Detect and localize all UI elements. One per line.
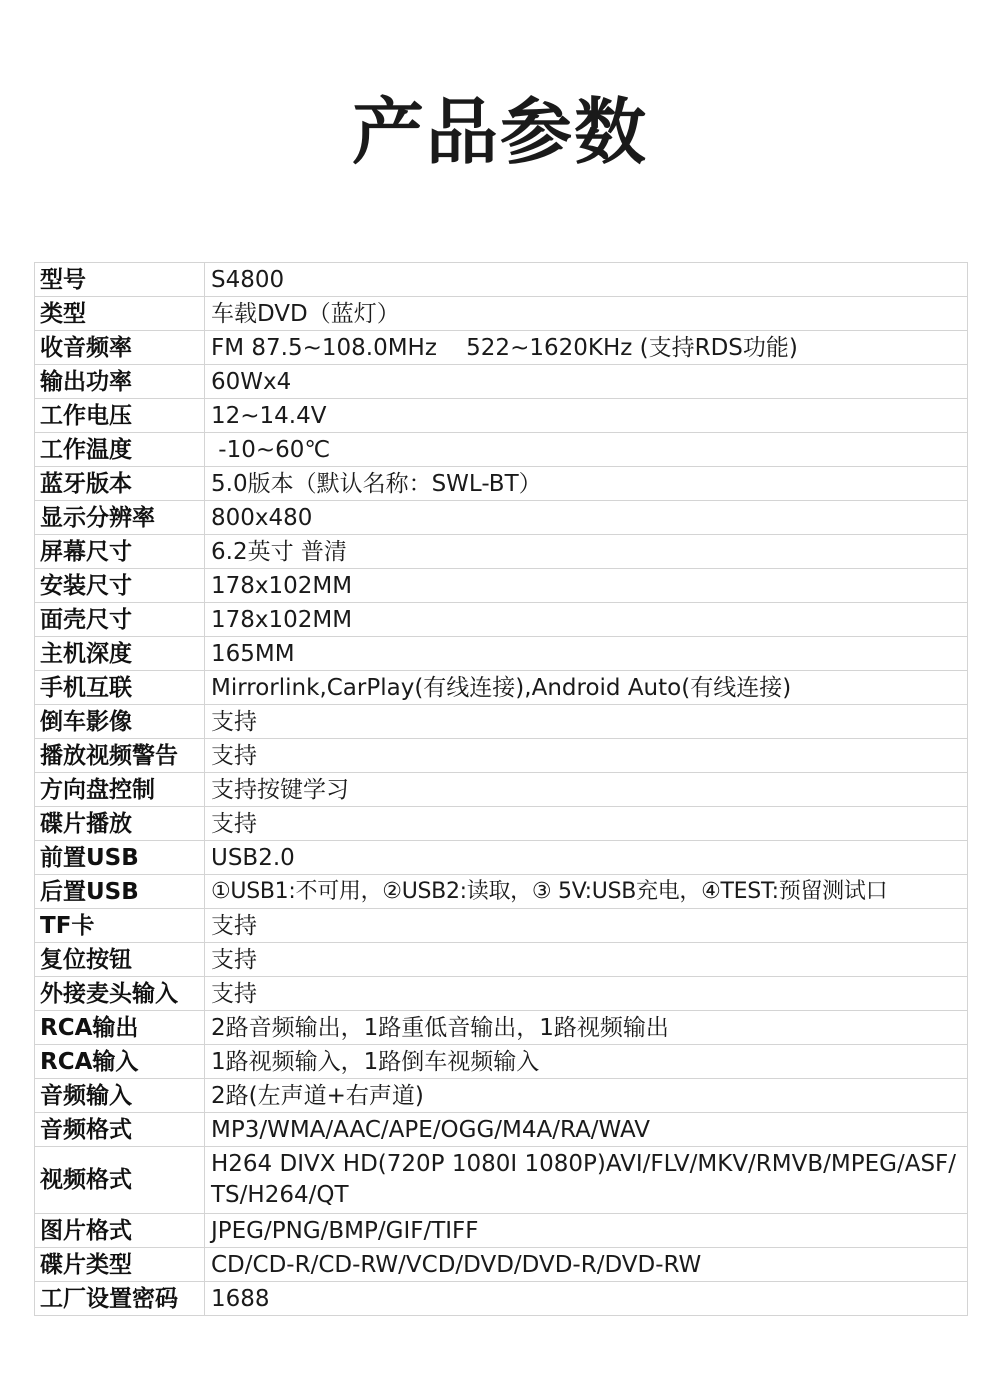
spec-value: 支持 xyxy=(205,807,968,841)
table-row xyxy=(35,773,968,807)
spec-label: 工作温度 xyxy=(35,433,205,467)
table-row xyxy=(35,1045,968,1079)
table-row xyxy=(35,569,968,603)
table-row xyxy=(35,909,968,943)
spec-value: Mirrorlink,CarPlay(有线连接),Android Auto(有线连接) xyxy=(205,671,968,705)
spec-value: 2路(左声道+右声道) xyxy=(205,1079,968,1113)
spec-label: 图片格式 xyxy=(35,1214,205,1248)
spec-label: 倒车影像 xyxy=(35,705,205,739)
table-row xyxy=(35,297,968,331)
spec-value: 1路视频输入，1路倒车视频输入 xyxy=(205,1045,968,1079)
table-row xyxy=(35,943,968,977)
spec-value: 165MM xyxy=(205,637,968,671)
table-row xyxy=(35,433,968,467)
spec-value: 车载DVD（蓝灯） xyxy=(205,297,968,331)
spec-label: 蓝牙版本 xyxy=(35,467,205,501)
table-row xyxy=(35,1113,968,1147)
spec-value: 支持按键学习 xyxy=(205,773,968,807)
spec-value: 支持 xyxy=(205,977,968,1011)
spec-value: 支持 xyxy=(205,943,968,977)
table-row xyxy=(35,501,968,535)
spec-label: 播放视频警告 xyxy=(35,739,205,773)
spec-value: FM 87.5~108.0MHz 522~1620KHz (支持RDS功能) xyxy=(205,331,968,365)
table-row xyxy=(35,1147,968,1214)
spec-label: 工作电压 xyxy=(35,399,205,433)
spec-value: 6.2英寸 普清 xyxy=(205,535,968,569)
spec-label: 屏幕尺寸 xyxy=(35,535,205,569)
spec-value: 5.0版本（默认名称：SWL-BT） xyxy=(205,467,968,501)
spec-label: 主机深度 xyxy=(35,637,205,671)
spec-value: JPEG/PNG/BMP/GIF/TIFF xyxy=(205,1214,968,1248)
table-row xyxy=(35,977,968,1011)
spec-label: 音频格式 xyxy=(35,1113,205,1147)
spec-table xyxy=(34,262,968,1316)
spec-value: 178x102MM xyxy=(205,569,968,603)
table-row xyxy=(35,365,968,399)
spec-label: 工厂设置密码 xyxy=(35,1282,205,1316)
spec-value: 60Wx4 xyxy=(205,365,968,399)
table-row xyxy=(35,671,968,705)
spec-label: 音频输入 xyxy=(35,1079,205,1113)
spec-value: H264 DIVX HD(720P 1080I 1080P)AVI/FLV/MKV/RMVB/MPEG/ASF/TS/H264/QT xyxy=(205,1147,968,1214)
spec-value: 2路音频输出，1路重低音输出，1路视频输出 xyxy=(205,1011,968,1045)
table-row xyxy=(35,807,968,841)
spec-label: 型号 xyxy=(35,263,205,297)
table-row xyxy=(35,1248,968,1282)
spec-label: RCA输出 xyxy=(35,1011,205,1045)
table-row xyxy=(35,399,968,433)
spec-value: 800x480 xyxy=(205,501,968,535)
spec-label: 收音频率 xyxy=(35,331,205,365)
spec-label: 复位按钮 xyxy=(35,943,205,977)
table-row xyxy=(35,1282,968,1316)
spec-value: 1688 xyxy=(205,1282,968,1316)
table-row xyxy=(35,841,968,875)
spec-value: ①USB1:不可用，②USB2:读取，③ 5V:USB充电，④TEST:预留测试口 xyxy=(205,875,968,909)
table-row xyxy=(35,1079,968,1113)
spec-value: MP3/WMA/AAC/APE/OGG/M4A/RA/WAV xyxy=(205,1113,968,1147)
spec-label: 面壳尺寸 xyxy=(35,603,205,637)
spec-label: RCA输入 xyxy=(35,1045,205,1079)
spec-value: 178x102MM xyxy=(205,603,968,637)
spec-label: 类型 xyxy=(35,297,205,331)
spec-label: 视频格式 xyxy=(35,1147,205,1214)
spec-value: S4800 xyxy=(205,263,968,297)
spec-label: TF卡 xyxy=(35,909,205,943)
table-row xyxy=(35,263,968,297)
table-row xyxy=(35,331,968,365)
spec-value: 支持 xyxy=(205,739,968,773)
table-row xyxy=(35,603,968,637)
page-title: 产品参数 xyxy=(351,90,648,174)
spec-label: 前置USB xyxy=(35,841,205,875)
spec-label: 碟片类型 xyxy=(35,1248,205,1282)
table-row xyxy=(35,705,968,739)
table-row xyxy=(35,535,968,569)
spec-label: 碟片播放 xyxy=(35,807,205,841)
spec-label: 显示分辨率 xyxy=(35,501,205,535)
spec-label: 手机互联 xyxy=(35,671,205,705)
spec-value: 支持 xyxy=(205,705,968,739)
spec-label: 安装尺寸 xyxy=(35,569,205,603)
table-row xyxy=(35,1011,968,1045)
spec-value: USB2.0 xyxy=(205,841,968,875)
table-row xyxy=(35,739,968,773)
spec-value: 支持 xyxy=(205,909,968,943)
spec-label: 输出功率 xyxy=(35,365,205,399)
spec-value: -10~60℃ xyxy=(205,433,968,467)
table-row xyxy=(35,1214,968,1248)
spec-label: 外接麦头输入 xyxy=(35,977,205,1011)
spec-value: CD/CD-R/CD-RW/VCD/DVD/DVD-R/DVD-RW xyxy=(205,1248,968,1282)
spec-label: 后置USB xyxy=(35,875,205,909)
table-row xyxy=(35,875,968,909)
table-row xyxy=(35,467,968,501)
spec-label: 方向盘控制 xyxy=(35,773,205,807)
spec-value: 12~14.4V xyxy=(205,399,968,433)
table-row xyxy=(35,637,968,671)
